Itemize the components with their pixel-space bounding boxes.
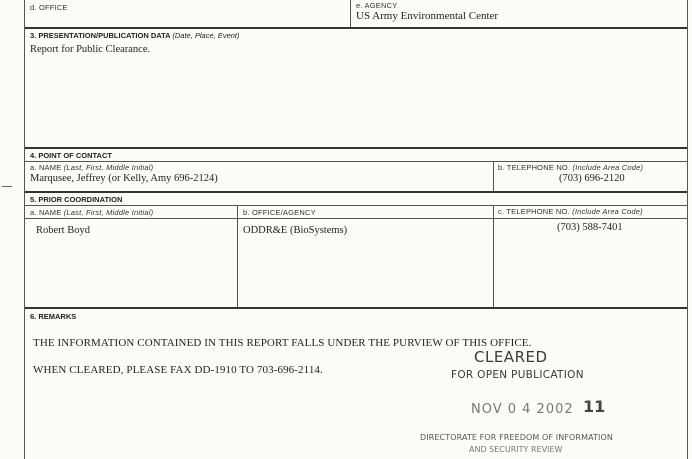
section3-heading-note: (Date, Place, Event)	[172, 31, 240, 40]
contact-phone-label-note: (Include Area Code)	[572, 163, 644, 172]
coord-name-label-text: a. NAME	[30, 208, 62, 217]
row1-divider	[350, 0, 351, 27]
section5-heading: 5. PRIOR COORDINATION	[30, 195, 123, 204]
divider-section5-labels	[25, 218, 687, 219]
section5-divider-1	[237, 205, 238, 307]
stamp-purpose: FOR OPEN PUBLICATION	[451, 369, 584, 381]
presentation-data-value: Report for Public Clearance.	[30, 44, 151, 55]
margin-mark	[2, 186, 12, 187]
coord-name-value: Robert Boyd	[36, 225, 90, 236]
section4-divider	[493, 161, 494, 191]
section3-heading-text: 3. PRESENTATION/PUBLICATION DATA	[30, 31, 171, 40]
contact-name-label-text: a. NAME	[30, 163, 62, 172]
divider-section3	[25, 147, 687, 149]
coord-phone-value: (703) 588-7401	[557, 222, 623, 233]
divider-section5-head	[25, 205, 687, 206]
divider-section4-head	[25, 161, 687, 162]
contact-phone-value: (703) 696-2120	[559, 173, 625, 184]
stamp-cleared: CLEARED	[474, 348, 548, 366]
coord-name-label	[30, 208, 153, 217]
coord-office-label: b. OFFICE/AGENCY	[243, 208, 316, 217]
coord-office-value: ODDR&E (BioSystems)	[243, 225, 348, 236]
coord-phone-label-text: c. TELEPHONE NO.	[498, 207, 570, 216]
agency-label: e. AGENCY	[356, 1, 398, 10]
divider-section4	[25, 191, 687, 193]
section3-heading	[30, 31, 240, 40]
remarks-line-2: WHEN CLEARED, PLEASE FAX DD-1910 TO 703-696-2114.	[33, 364, 323, 376]
coord-name-label-note: (Last, First, Middle Initial)	[63, 208, 154, 217]
remarks-line-1: THE INFORMATION CONTAINED IN THIS REPORT FALLS UNDER THE PURVIEW OF THIS OFFICE.	[33, 337, 532, 349]
divider-section5	[25, 307, 687, 309]
contact-name-label-note: (Last, First, Middle Initial)	[63, 163, 154, 172]
contact-phone-label	[498, 163, 643, 172]
divider-row1	[25, 27, 687, 29]
section6-heading: 6. REMARKS	[30, 312, 77, 321]
agency-value: US Army Environmental Center	[356, 10, 499, 22]
coord-phone-label	[498, 207, 643, 216]
section5-divider-2	[493, 205, 494, 307]
contact-name-value: Marqusee, Jeffrey (or Kelly, Amy 696-2124)	[30, 173, 218, 184]
stamp-date: NOV 0 4 2002	[471, 402, 574, 417]
clearance-form	[24, 0, 688, 459]
coord-phone-label-note: (Include Area Code)	[572, 207, 643, 216]
stamp-number: 11	[583, 397, 606, 416]
section4-heading: 4. POINT OF CONTACT	[30, 151, 112, 160]
contact-phone-label-text: b. TELEPHONE NO.	[498, 163, 571, 172]
contact-name-label	[30, 163, 153, 172]
stamp-directorate-1: DIRECTORATE FOR FREEDOM OF INFORMATION	[420, 433, 613, 442]
stamp-directorate-2: AND SECURITY REVIEW	[469, 445, 563, 454]
office-label: d. OFFICE	[30, 3, 68, 12]
